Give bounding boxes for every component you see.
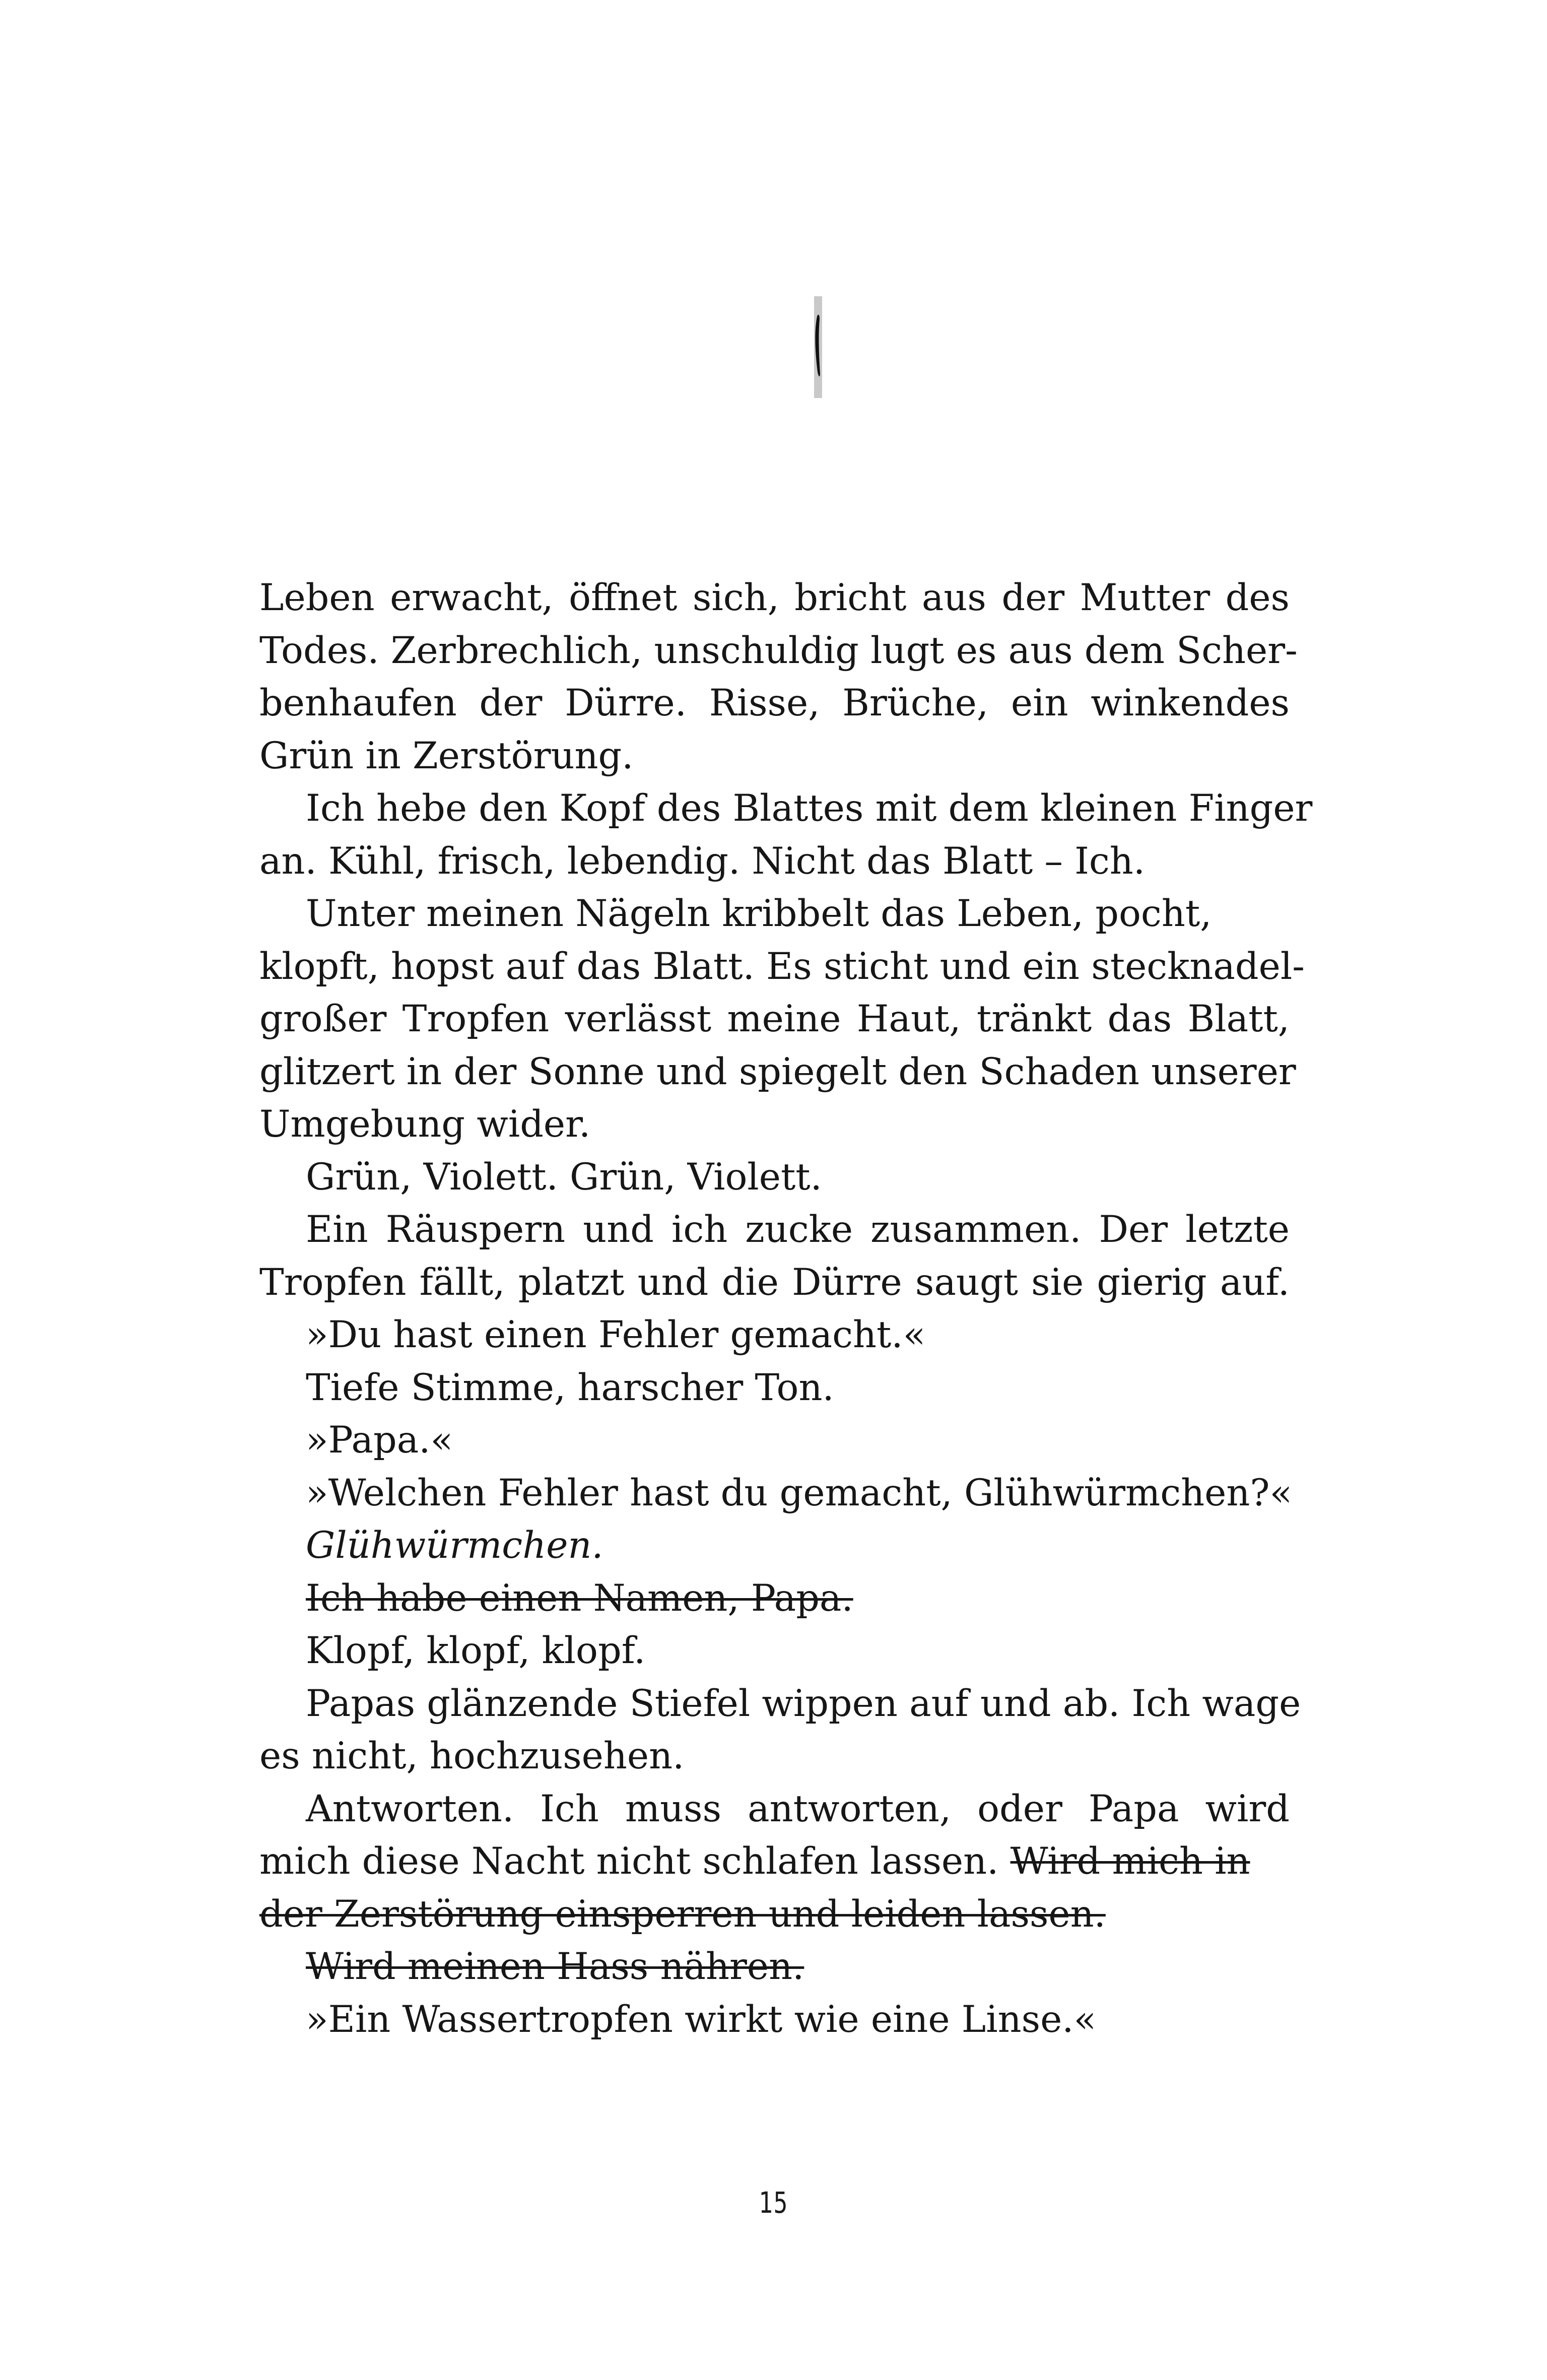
struck-text: Wird meinen Hass nähren.: [306, 1945, 804, 1988]
text-line: Umgebung wider.: [259, 1103, 591, 1146]
struck-thought-line: [259, 1941, 1290, 1994]
text-line: Klopf, klopf, klopf.: [306, 1629, 646, 1672]
text-line: Papas glänzende Stiefel wippen auf und ab. Ich wage: [306, 1682, 1301, 1725]
mixed-struck-line: [259, 1835, 1290, 1888]
text-line: an. Kühl, frisch, lebendig. Nicht das Blatt – Ich.: [259, 839, 1146, 883]
text-line: klopft, hopst auf das Blatt. Es sticht und ein stecknadel-: [259, 945, 1305, 988]
text-line: »Ein Wassertropfen wirkt wie eine Linse.«: [306, 1998, 1097, 2041]
text-line: Antworten. Ich muss antworten, oder Papa wird: [306, 1787, 1290, 1830]
struck-thought-line: [259, 1572, 1290, 1625]
struck-text: Ich habe einen Namen, Papa.: [306, 1576, 853, 1620]
text-line: Leben erwacht, öffnet sich, bricht aus der Mutter des: [259, 576, 1290, 619]
text-line: Grün in Zerstörung.: [259, 734, 634, 777]
text-line: »Papa.«: [306, 1419, 453, 1462]
page-number: 15: [758, 2186, 789, 2220]
text-line: Ich hebe den Kopf des Blattes mit dem kleinen Finger: [306, 787, 1313, 830]
text-line: Ein Räuspern und ich zucke zusammen. Der letzte: [306, 1208, 1290, 1251]
text-line: Tropfen fällt, platzt und die Dürre saugt sie gierig auf.: [259, 1261, 1290, 1304]
body-text: [259, 572, 1313, 2046]
text-line: es nicht, hochzusehen.: [259, 1735, 685, 1777]
text-line: »Welchen Fehler hast du gemacht, Glühwürmchen?«: [306, 1471, 1293, 1514]
struck-text: Wird mich in: [1010, 1840, 1250, 1883]
text-line: großer Tropfen verlässt meine Haut, tränkt das Blatt,: [259, 998, 1290, 1040]
text-line: Todes. Zerbrechlich, unschuldig lugt es aus dem Scher-: [259, 629, 1298, 672]
plain-text: mich diese Nacht nicht schlafen lassen.: [259, 1840, 1011, 1883]
struck-text: der Zerstörung einsperren und leiden lassen.: [259, 1892, 1106, 1936]
text-line: benhaufen der Dürre. Risse, Brüche, ein winkendes: [259, 682, 1290, 724]
text-line: Tiefe Stimme, harscher Ton.: [306, 1366, 834, 1409]
text-line: »Du hast einen Fehler gemacht.«: [306, 1313, 926, 1356]
text-line: glitzert in der Sonne und spiegelt den Schaden unserer: [259, 1050, 1296, 1093]
chapter-one-brush-mark-icon: [810, 296, 825, 398]
italic-thought-line: Glühwürmchen.: [306, 1524, 603, 1567]
struck-thought-line: [259, 1888, 1290, 1941]
text-line: Grün, Violett. Grün, Violett.: [306, 1155, 822, 1199]
text-line: Unter meinen Nägeln kribbelt das Leben, pocht,: [306, 892, 1212, 935]
